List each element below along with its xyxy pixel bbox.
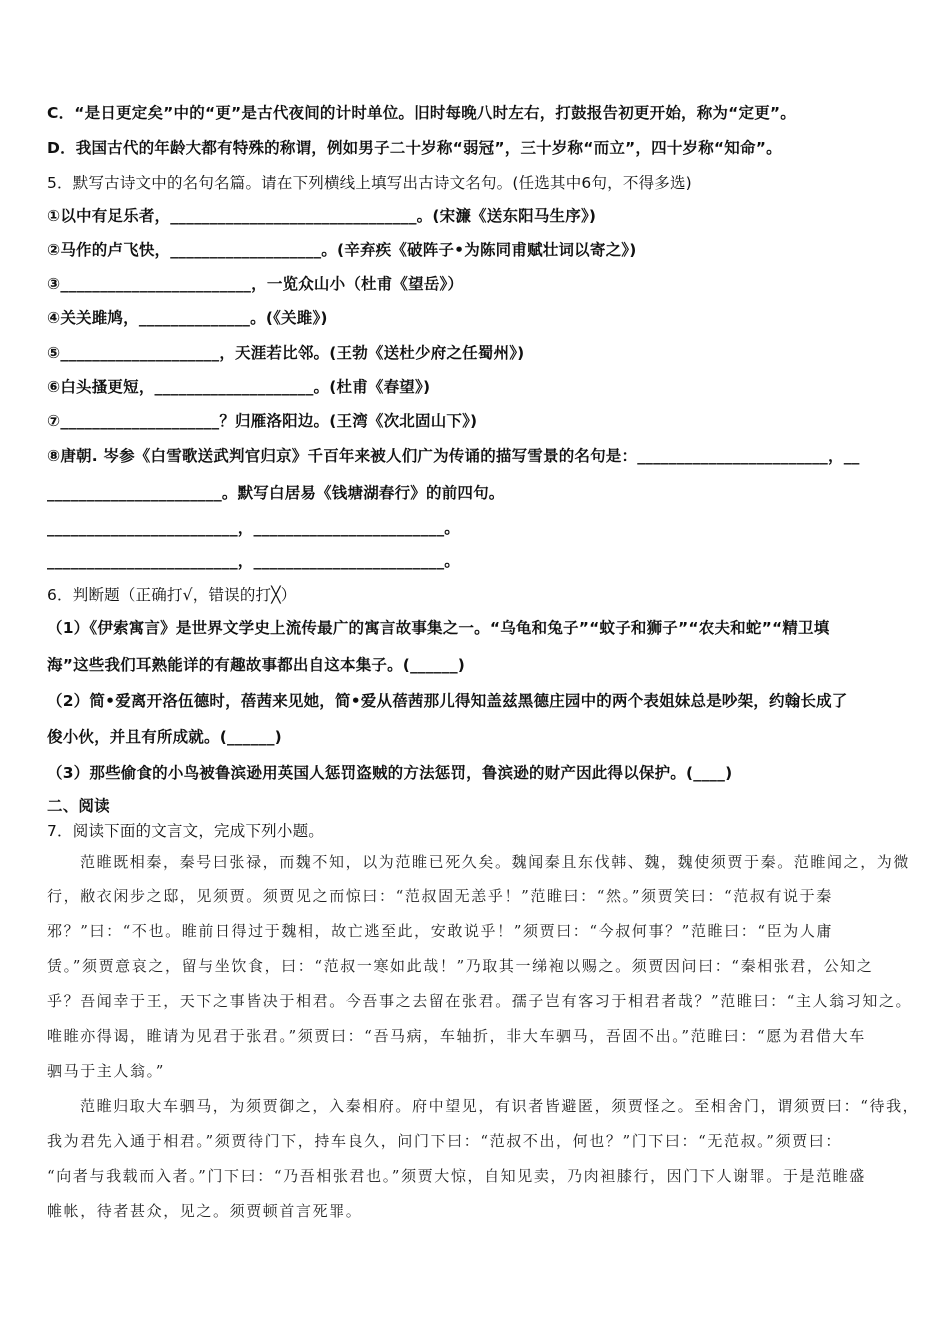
q5-item-7: ⑦____________________？归雁洛阳边。(王湾《次北固山下》) [47,412,478,430]
question-5-title: 5．默写古诗文中的名句名篇。请在下列横线上填写出古诗文名句。(任选其中6句，不得多选) [47,174,692,192]
q5-item-3: ③________________________，一览众山小（杜甫《望岳》） [47,275,464,293]
q5-item-2: ②马作的卢飞快，___________________。(辛弃疾《破阵子•为陈同甫赋壮词以寄之》) [47,241,637,259]
option-c: C．“是日更定矣”中的“更”是古代夜间的计时单位。旧时每晚八时左右，打鼓报告初更开始，称为“定更”。 [47,104,797,122]
q6-line-4: 俊小伙，并且有所成就。(______) [47,728,282,746]
passage-line-6: 唯睢亦得谒，睢请为见君于张君。”须贾曰：“吾马病，车轴折，非大车驷马，吾固不出。”范睢曰：“愿为君借大车 [47,1027,866,1045]
q5-item-8: ⑧唐朝. 岑参《白雪歌送武判官归京》千百年来被人们广为传诵的描写雪景的名句是：________________________，__ [47,447,860,465]
q6-line-1: （1）《伊索寓言》是世界文学史上流传最广的寓言故事集之一。“乌龟和兔子”“蚊子和狮子”“农夫和蛇”“精卫填 [47,619,830,637]
question-7-title: 7．阅读下面的文言文，完成下列小题。 [47,822,324,840]
passage-line-3: 邪？”曰：“不也。睢前日得过于魏相，故亡逃至此，安敢说乎！”须贾曰：“今叔何事？”范睢曰：“臣为人庸 [47,922,834,940]
passage-line-9: 我为君先入通于相君。”须贾待门下，持车良久，问门下曰：“范叔不出，何也？”门下曰：“无范叔。”须贾曰： [47,1132,842,1150]
passage-line-1: 范睢既相秦，秦号曰张禄，而魏不知，以为范睢已死久矣。魏闻秦且东伐韩、魏，魏使须贾于秦。范睢闻之，为微 [80,853,911,871]
section-2-title: 二、阅读 [47,797,110,815]
passage-line-11: 帷帐，待者甚众，见之。须贾顿首言死罪。 [47,1202,363,1220]
q5-blank-line-2: ________________________，________________________。 [47,552,460,570]
passage-line-4: 赁。”须贾意哀之，留与坐饮食，曰：“范叔一寒如此哉！”乃取其一绨袍以赐之。须贾因问曰：“秦相张君，公知之 [47,957,874,975]
q6-line-5: （3）那些偷食的小鸟被鲁滨逊用英国人惩罚盗贼的方法惩罚，鲁滨逊的财产因此得以保护。(____) [47,764,733,782]
q6-line-3: （2）简•爱离开洛伍德时，蓓茜来见她，简•爱从蓓茜那儿得知盖兹黑德庄园中的两个表姐妹总是吵架，约翰长成了 [47,692,848,710]
passage-line-8: 范睢归取大车驷马，为须贾御之，入秦相府。府中望见，有识者皆避匿，须贾怪之。至相舍门，谓须贾曰：“待我， [80,1097,920,1115]
option-d: D．我国古代的年龄大都有特殊的称谓，例如男子二十岁称“弱冠”，三十岁称“而立”，四十岁称“知命”。 [47,139,782,157]
q5-item-4: ④关关雎鸠，______________。(《关雎》) [47,309,328,327]
question-6-title: 6．判断题（正确打√，错误的打╳） [47,586,297,604]
q5-item-5: ⑤____________________，天涯若比邻。(王勃《送杜少府之任蜀州》) [47,344,525,362]
passage-line-5: 乎？吾闻幸于王，天下之事皆决于相君。今吾事之去留在张君。孺子岂有客习于相君者哉？”范睢曰：“主人翁习知之。 [47,992,913,1010]
q5-item-1: ①以中有足乐者，_______________________________。(宋濂《送东阳马生序》) [47,207,597,225]
passage-line-2: 行，敝衣闲步之邸，见须贾。须贾见之而惊曰：“范叔固无恙乎！”范睢曰：“然。”须贾笑曰：“范叔有说于秦 [47,887,833,905]
q6-line-2: 海”这些我们耳熟能详的有趣故事都出自这本集子。(______) [47,656,466,674]
q5-item-8-cont: ______________________。默写白居易《钱塘湖春行》的前四句。 [47,484,505,502]
q5-item-6: ⑥白头搔更短，____________________。(杜甫《春望》) [47,378,431,396]
passage-line-7: 驷马于主人翁。” [47,1062,165,1080]
q5-blank-line-1: ________________________，________________________。 [47,519,460,537]
passage-line-10: “向者与我载而入者。”门下曰：“乃吾相张君也。”须贾大惊，自知见卖，乃肉袒膝行，因门下人谢罪。于是范睢盛 [47,1167,866,1185]
